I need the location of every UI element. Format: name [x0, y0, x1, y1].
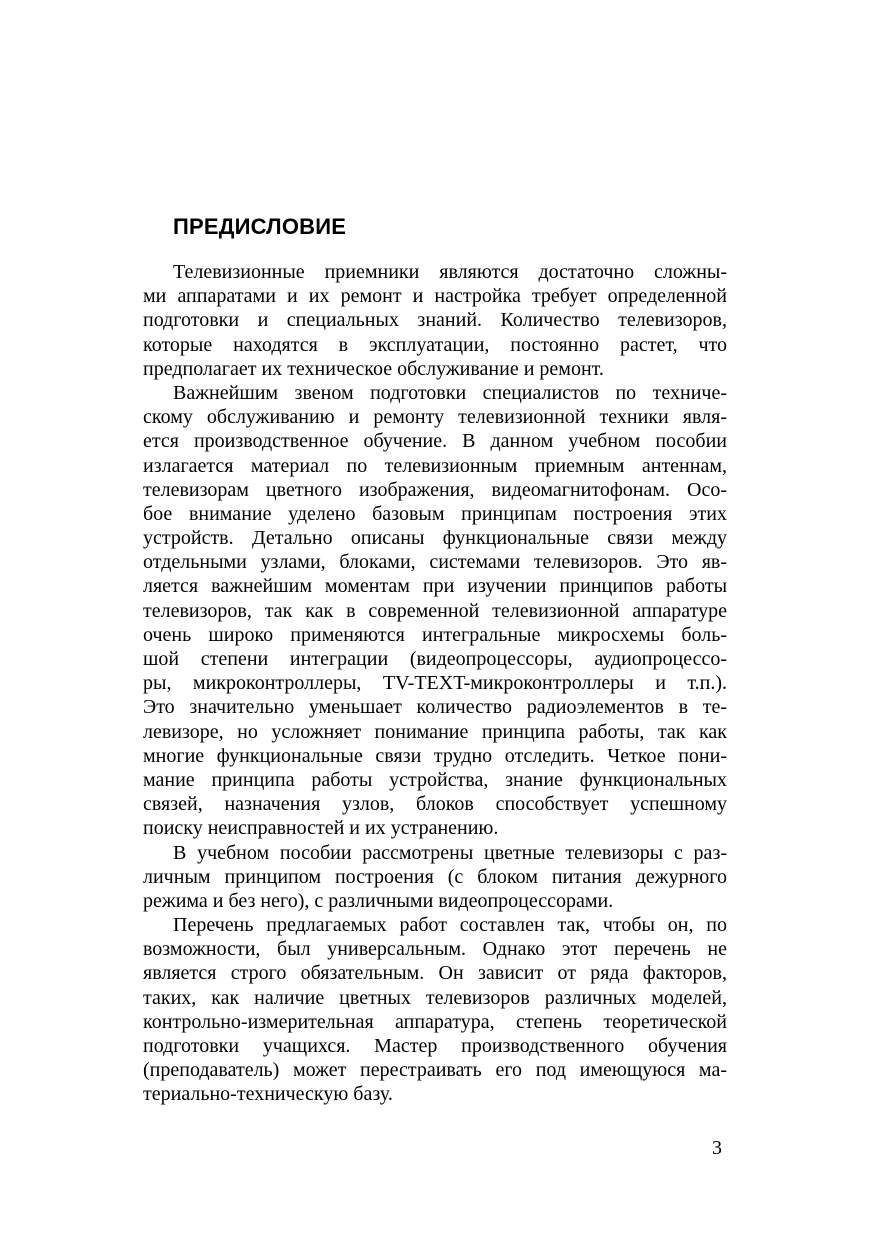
text-line: отдельными узлами, блоками, системами телевизоров. Это яв- — [143, 551, 727, 574]
text-line: Телевизионные приемники являются достаточно сложны- — [173, 261, 727, 283]
text-line: является строго обязательным. Он зависит от ряда факторов, — [143, 962, 727, 985]
paragraph-4 — [143, 913, 727, 1107]
text-line: личным принципом построения (с блоком питания дежурного — [143, 865, 727, 888]
text-line: Перечень предлагаемых работ составлен так, чтобы он, по — [173, 914, 727, 937]
text-line: телевизорам цветного изображения, видеомагнитофонам. Осо- — [143, 478, 727, 501]
text-line: контрольно-измерительная аппаратура, степень теоретической — [143, 1010, 727, 1033]
text-line: териально-техническую базу. — [143, 1083, 393, 1106]
paragraph-3 — [143, 841, 727, 914]
body-text — [143, 260, 727, 1107]
text-line: телевизоров, так как в современной телевизионной аппаратуре — [143, 599, 727, 622]
text-line: возможности, был универсальным. Однако этот перечень не — [143, 938, 727, 961]
text-line: предполагает их техническое обслуживание и ремонт. — [143, 357, 604, 380]
page-title: ПРЕДИСЛОВИЕ — [173, 214, 347, 239]
text-line: режима и без него), с различными видеопроцессорами. — [143, 889, 614, 912]
text-line: излагается материал по телевизионным приемным антеннам, — [143, 454, 727, 477]
text-line: поиску неисправностей и их устранению. — [143, 817, 499, 840]
text-line: Это значительно уменьшает количество радиоэлементов в те- — [143, 696, 727, 719]
text-line: связей, назначения узлов, блоков способствует успешному — [143, 793, 727, 816]
text-line: многие функциональные связи трудно отследить. Четкое пони- — [143, 744, 727, 767]
text-line: очень широко применяются интегральные микросхемы боль- — [143, 623, 727, 646]
text-line: устройств. Детально описаны функциональные связи между — [143, 527, 727, 550]
text-line: которые находятся в эксплуатации, постоянно растет, что — [143, 333, 727, 356]
page-number: 3 — [712, 1137, 722, 1159]
text-line: ется производственное обучение. В данном учебном пособии — [143, 430, 727, 453]
text-line: шой степени интеграции (видеопроцессоры, аудиопроцессо- — [143, 648, 727, 670]
text-line: ры, микроконтроллеры, TV-TEXT-микроконтроллеры и т.п.). — [143, 672, 727, 695]
paragraph-1 — [143, 260, 727, 381]
text-line: бое внимание уделено базовым принципам построения этих — [143, 502, 727, 525]
text-line: таких, как наличие цветных телевизоров различных моделей, — [143, 986, 727, 1009]
text-line: левизоре, но усложняет понимание принципа работы, так как — [143, 720, 727, 743]
paragraph-2 — [143, 381, 727, 841]
text-line: подготовки и специальных знаний. Количество телевизоров, — [143, 309, 727, 332]
text-line: ляется важнейшим моментам при изучении принципов работы — [143, 575, 727, 598]
text-line: (преподаватель) может перестраивать его под имеющуюся ма- — [143, 1059, 727, 1082]
text-line: Важнейшим звеном подготовки специалистов по техниче- — [173, 381, 727, 404]
text-line: В учебном пособии рассмотрены цветные телевизоры с раз- — [173, 841, 727, 864]
text-line: скому обслуживанию и ремонту телевизионной техники явля- — [143, 406, 727, 429]
text-line: ми аппаратами и их ремонт и настройка требует определенной — [143, 285, 727, 308]
text-line: подготовки учащихся. Мастер производственного обучения — [143, 1035, 727, 1057]
text-line: мание принципа работы устройства, знание функциональных — [143, 768, 727, 791]
